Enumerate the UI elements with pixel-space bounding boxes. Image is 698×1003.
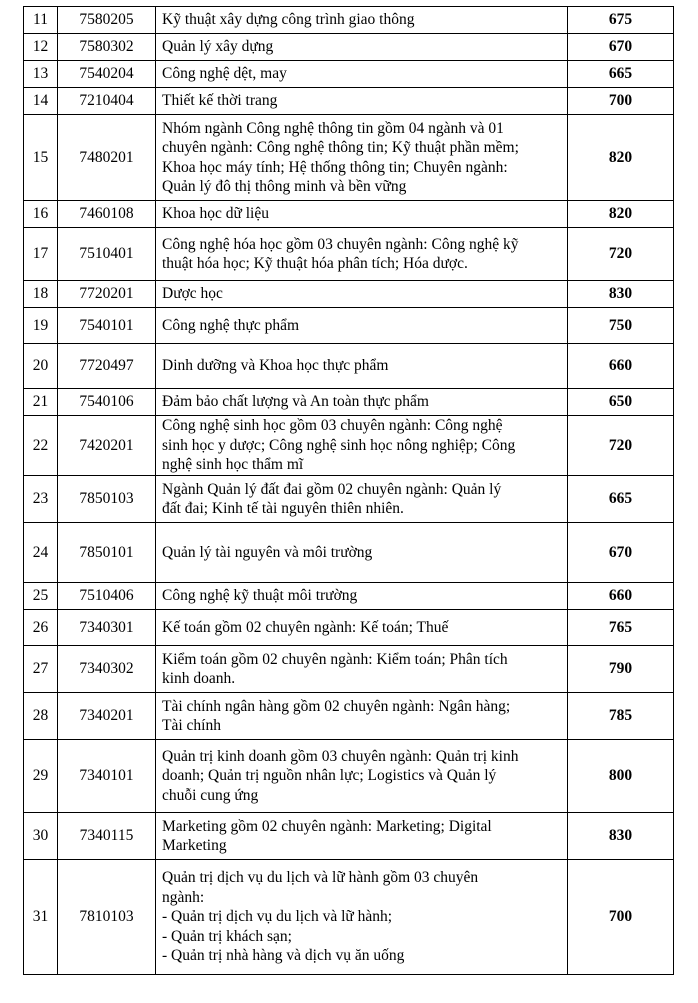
cell-program-code: 7540204 [58,61,156,88]
program-name-line: Dược học [162,285,223,303]
program-name-line: Khoa học máy tính; Hệ thống thông tin; Chuyên ngành: [162,158,508,176]
table-row [24,7,674,34]
cell-stt: 26 [24,610,58,646]
cell-stt: 30 [24,813,58,860]
table-row [24,646,674,693]
cell-stt: 23 [24,476,58,523]
cell-program-name [156,201,568,228]
table-row [24,583,674,610]
program-name-line: thuật hóa học; Kỹ thuật hóa phân tích; Hóa dược. [162,255,468,272]
program-name-line: Khoa học dữ liệu [162,205,269,223]
program-name-line: Ngành Quản lý đất đai gồm 02 chuyên ngành: Quản lý [162,480,502,498]
cell-program-code: 7540106 [58,389,156,416]
cell-score: 785 [568,693,674,740]
program-name-line: Kiểm toán gồm 02 chuyên ngành: Kiểm toán; Phân tích [162,650,508,668]
table-row [24,860,674,975]
table-row [24,228,674,281]
table-row [24,61,674,88]
cell-score: 650 [568,389,674,416]
cell-stt: 27 [24,646,58,693]
table-row [24,476,674,523]
cell-program-name [156,34,568,61]
cell-program-code: 7340101 [58,740,156,813]
cell-stt: 20 [24,344,58,389]
cell-stt: 29 [24,740,58,813]
cell-stt: 12 [24,34,58,61]
cell-program-name [156,281,568,308]
cell-program-code: 7850101 [58,523,156,583]
cell-program-code: 7460108 [58,201,156,228]
cell-program-name [156,523,568,583]
cell-program-name [156,583,568,610]
cell-program-name [156,416,568,476]
program-name-line: Thiết kế thời trang [162,92,278,110]
program-name-line: Marketing gồm 02 chuyên ngành: Marketing; Digital [162,817,492,835]
cell-score: 670 [568,523,674,583]
program-name-line: đất đai; Kinh tế tài nguyên thiên nhiên. [162,500,404,517]
cell-stt: 24 [24,523,58,583]
cell-score: 750 [568,308,674,344]
program-name-line: - Quản trị dịch vụ du lịch và lữ hành; [162,908,393,926]
cell-score: 820 [568,115,674,201]
table-row [24,416,674,476]
cell-score: 660 [568,344,674,389]
program-name-line: Tài chính [162,717,221,734]
program-name-line: Công nghệ kỹ thuật môi trường [162,587,358,605]
cell-score: 720 [568,416,674,476]
cell-program-name [156,740,568,813]
cell-stt: 31 [24,860,58,975]
table-row [24,88,674,115]
cell-program-code: 7340301 [58,610,156,646]
cell-program-name [156,115,568,201]
cell-program-name [156,389,568,416]
table-row [24,281,674,308]
program-name-line: chuyên ngành: Công nghệ thông tin; Kỹ thuật phần mềm; [162,139,519,156]
program-name-line: Kế toán gồm 02 chuyên ngành: Kế toán; Thuế [162,618,449,636]
cell-program-code: 7580205 [58,7,156,34]
cell-score: 700 [568,88,674,115]
table-row [24,34,674,61]
cell-program-name [156,228,568,281]
cell-stt: 19 [24,308,58,344]
cell-program-name [156,88,568,115]
cell-stt: 13 [24,61,58,88]
cell-program-code: 7210404 [58,88,156,115]
program-name-line: Quản trị kinh doanh gồm 03 chuyên ngành: Quản trị kinh [162,747,519,765]
cell-program-code: 7340201 [58,693,156,740]
program-name-line: Công nghệ thực phẩm [162,316,300,334]
program-name-line: Công nghệ hóa học gồm 03 chuyên ngành: Công nghệ kỹ [162,235,519,253]
cell-program-code: 7510406 [58,583,156,610]
program-name-line: Công nghệ sinh học gồm 03 chuyên ngành: Công nghệ [162,417,503,435]
program-name-line: Quản lý xây dựng [162,38,274,56]
cell-stt: 25 [24,583,58,610]
cell-score: 820 [568,201,674,228]
program-name-line: Quản lý đô thị thông minh và bền vững [162,178,407,195]
table-row [24,693,674,740]
cell-score: 675 [568,7,674,34]
cell-stt: 28 [24,693,58,740]
program-name-line: chuỗi cung ứng [162,786,259,804]
cell-program-code: 7510401 [58,228,156,281]
cell-stt: 16 [24,201,58,228]
cell-score: 660 [568,583,674,610]
cell-program-name [156,308,568,344]
cell-score: 665 [568,61,674,88]
program-name-line: Nhóm ngành Công nghệ thông tin gồm 04 ngành và 01 [162,119,504,137]
table-row [24,740,674,813]
cell-program-name [156,813,568,860]
program-name-line: Marketing [162,837,227,854]
cell-program-code: 7810103 [58,860,156,975]
program-name-line: Công nghệ dệt, may [162,65,287,83]
table-row [24,115,674,201]
cell-score: 790 [568,646,674,693]
cell-score: 830 [568,813,674,860]
table-row [24,523,674,583]
cell-stt: 11 [24,7,58,34]
cell-program-code: 7580302 [58,34,156,61]
program-name-line: Đảm bảo chất lượng và An toàn thực phẩm [162,393,429,411]
cell-stt: 14 [24,88,58,115]
cell-score: 720 [568,228,674,281]
cell-score: 670 [568,34,674,61]
cell-program-code: 7340302 [58,646,156,693]
program-name-line: Quản trị dịch vụ du lịch và lữ hành gồm 03 chuyên [162,869,479,887]
program-name-line: - Quản trị nhà hàng và dịch vụ ăn uống [162,947,405,965]
program-name-line: sinh học y dược; Công nghệ sinh học nông nghiệp; Công [162,436,516,454]
cell-program-name [156,476,568,523]
program-name-line: Tài chính ngân hàng gồm 02 chuyên ngành: Ngân hàng; [162,697,511,715]
cell-program-name [156,693,568,740]
cell-program-code: 7540101 [58,308,156,344]
cell-program-code: 7420201 [58,416,156,476]
program-name-line: doanh; Quản trị nguồn nhân lực; Logistics và Quản lý [162,767,497,785]
table-row [24,308,674,344]
cell-program-name [156,7,568,34]
program-name-line: Kỹ thuật xây dựng công trình giao thông [162,11,415,29]
program-name-line: Quản lý tài nguyên và môi trường [162,543,373,561]
table-row [24,813,674,860]
program-name-line: - Quản trị khách sạn; [162,927,292,945]
table-row [24,610,674,646]
cell-program-name [156,646,568,693]
table-row [24,201,674,228]
cell-stt: 18 [24,281,58,308]
table-row [24,344,674,389]
cell-stt: 17 [24,228,58,281]
cell-program-code: 7340115 [58,813,156,860]
program-name-line: nghệ sinh học thẩm mĩ [162,456,304,474]
cell-program-code: 7850103 [58,476,156,523]
table-row [24,389,674,416]
cell-program-code: 7720497 [58,344,156,389]
cell-program-code: 7480201 [58,115,156,201]
cell-score: 665 [568,476,674,523]
cell-stt: 21 [24,389,58,416]
program-name-line: kinh doanh. [162,670,236,687]
cell-program-name [156,61,568,88]
cell-score: 800 [568,740,674,813]
cell-program-name [156,610,568,646]
cell-stt: 22 [24,416,58,476]
cell-stt: 15 [24,115,58,201]
program-name-line: ngành: [162,888,205,906]
program-name-line: Dinh dưỡng và Khoa học thực phẩm [162,357,389,375]
table-body [24,7,674,975]
cell-score: 830 [568,281,674,308]
cell-program-name [156,344,568,389]
cell-score: 700 [568,860,674,975]
cell-program-name [156,860,568,975]
cell-score: 765 [568,610,674,646]
cell-program-code: 7720201 [58,281,156,308]
admission-score-table [23,6,674,975]
